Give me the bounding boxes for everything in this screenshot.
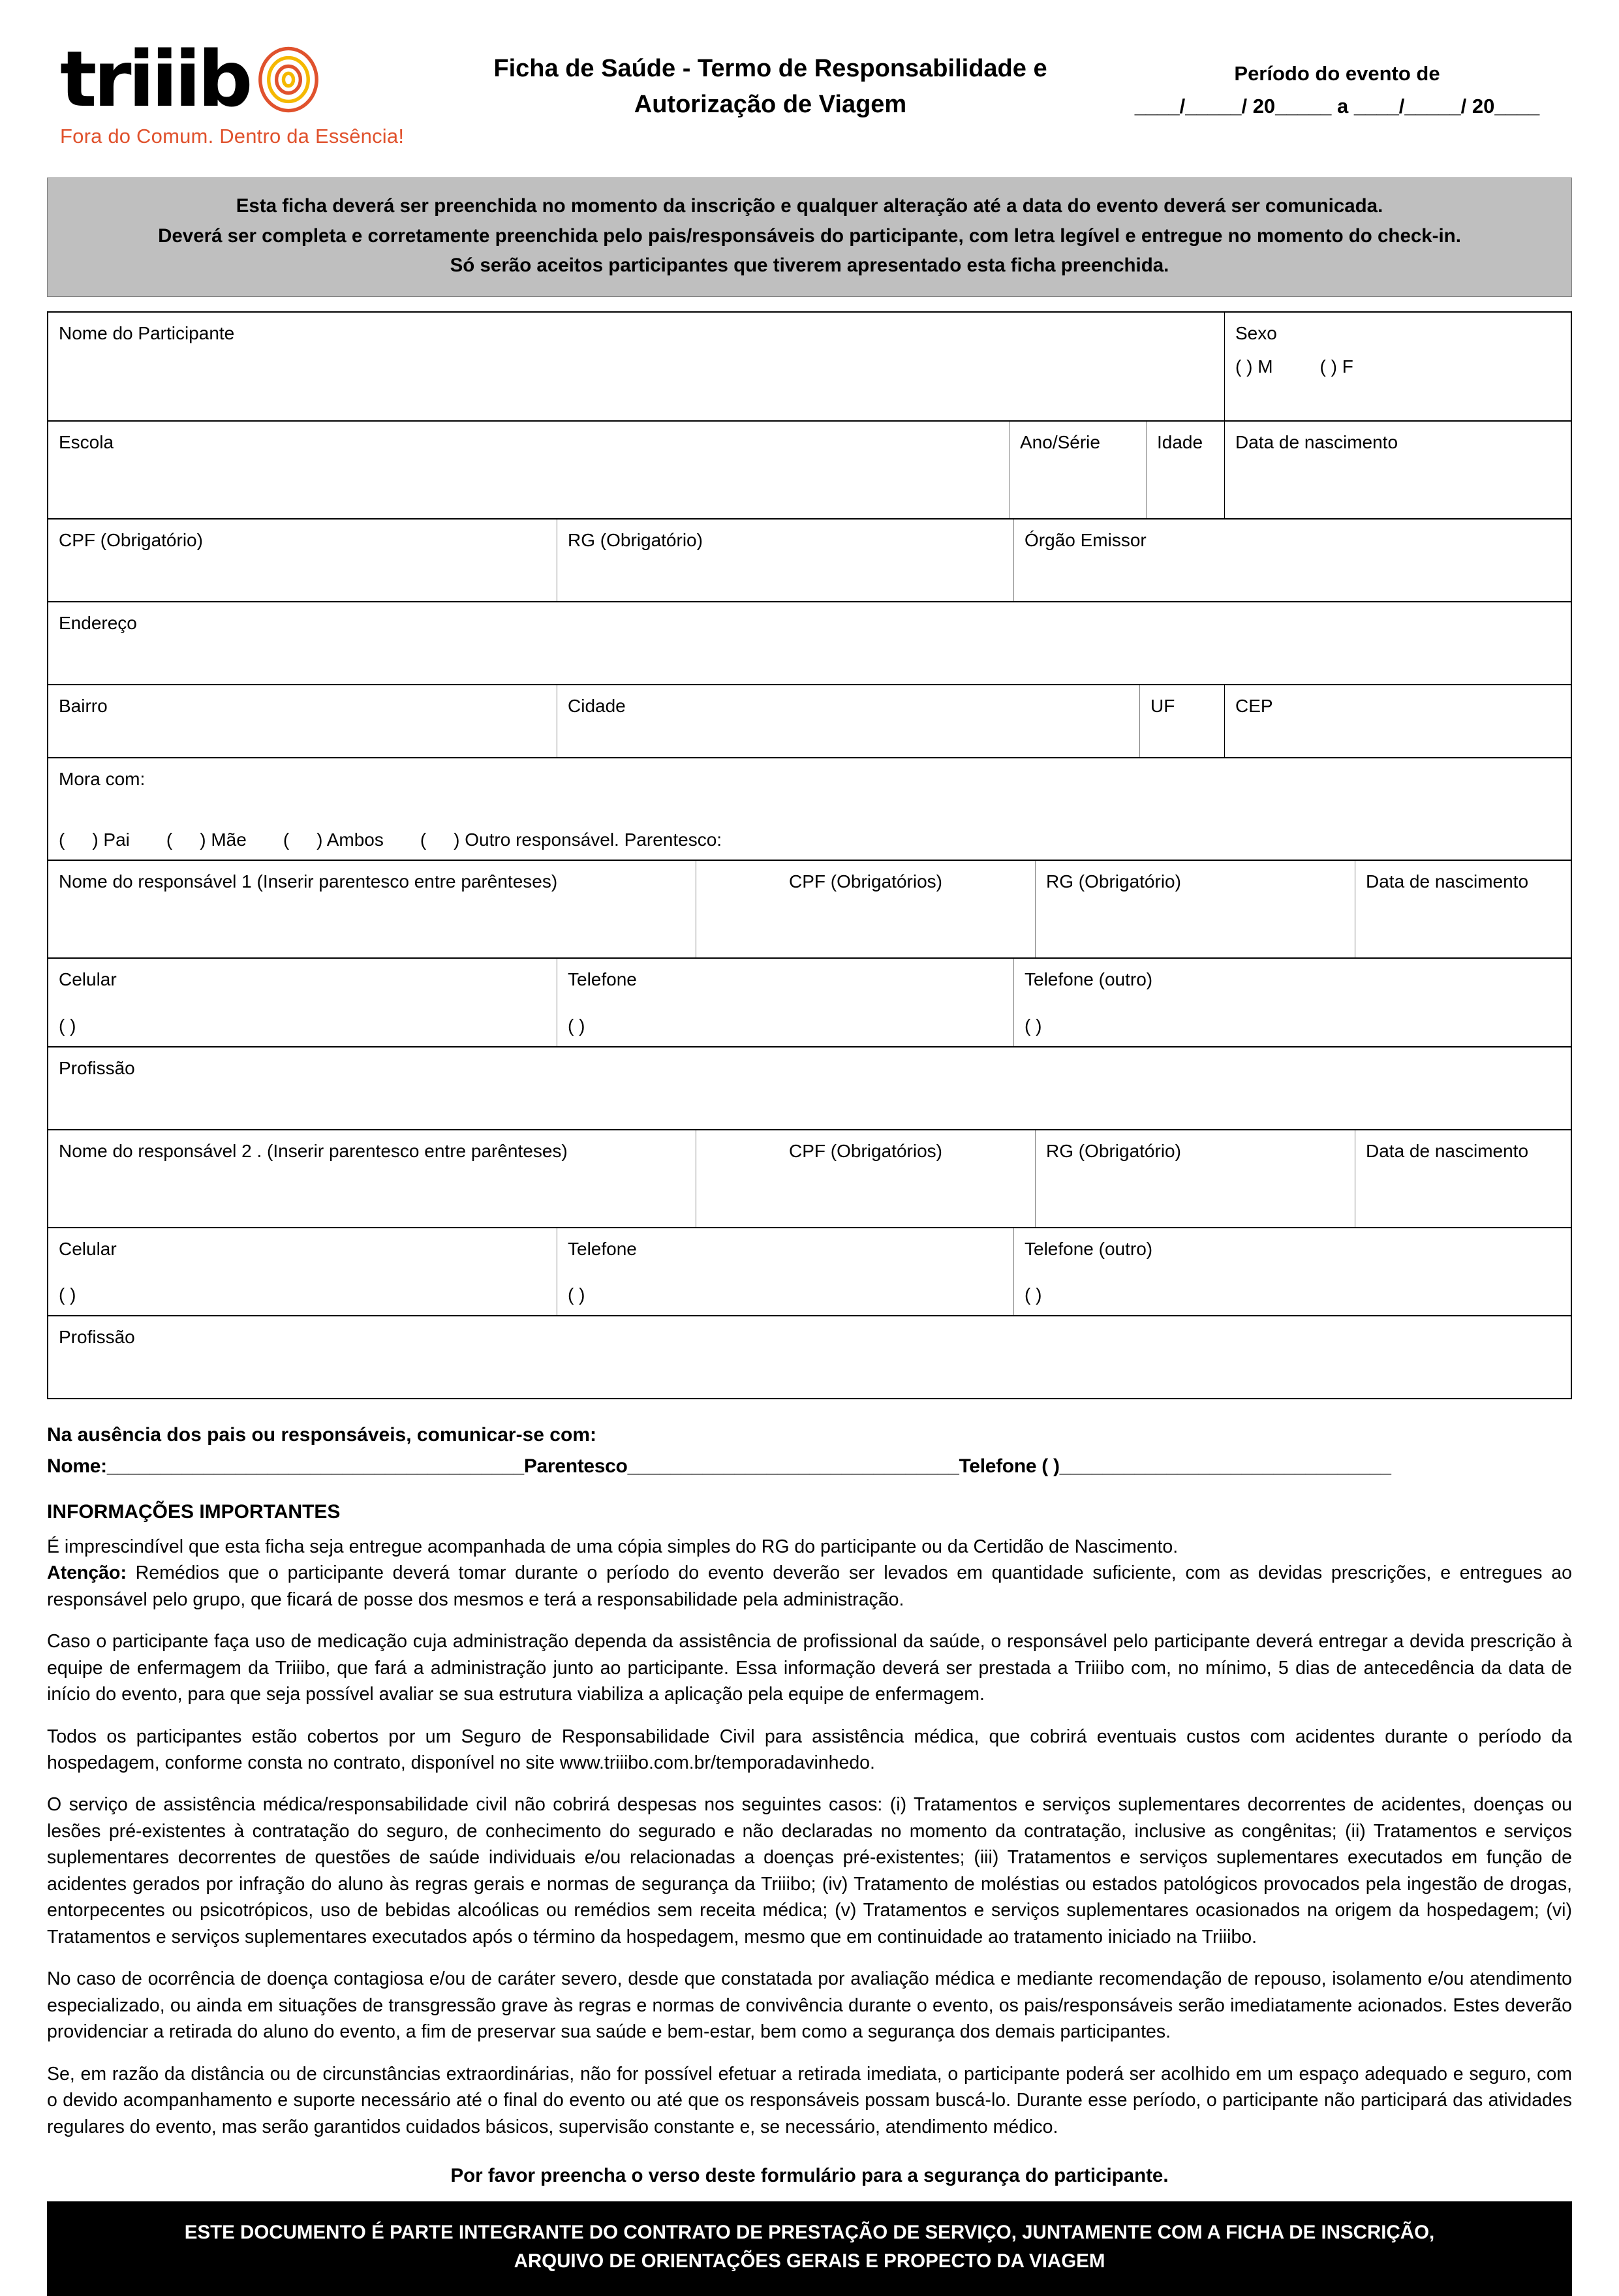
checkbox-sexo-masculino[interactable]: ( ) M <box>1235 356 1273 377</box>
field-bairro[interactable] <box>48 685 557 757</box>
field-escola[interactable] <box>48 422 1010 518</box>
form-row-responsavel-1 <box>48 861 1571 959</box>
label-resp2-cpf: CPF (Obrigatórios) <box>789 1140 942 1161</box>
important-info-heading: INFORMAÇÕES IMPORTANTES <box>47 1500 341 1523</box>
event-period-label: Período do evento de <box>1234 62 1440 85</box>
form-row-bairro-cidade <box>48 685 1571 758</box>
label-resp1-profissao: Profissão <box>59 1057 135 1078</box>
contract-footer-banner <box>47 2201 1572 2296</box>
label-data-nascimento: Data de nascimento <box>1235 432 1398 453</box>
label-ano-serie: Ano/Série <box>1020 432 1100 453</box>
label-resp1-celular: Celular <box>59 969 117 990</box>
page-title-line1: Ficha de Saúde - Termo de Responsabilidade e <box>493 55 1047 82</box>
field-resp1-celular[interactable] <box>48 959 557 1046</box>
label-endereco: Endereço <box>59 613 137 634</box>
field-ano-serie[interactable] <box>1010 422 1147 518</box>
input-resp2-telefone[interactable]: ( ) <box>568 1284 585 1305</box>
label-idade: Idade <box>1157 432 1203 453</box>
label-resp1-telefone: Telefone <box>568 969 637 990</box>
emergency-contact-title: Na ausência dos pais ou responsáveis, comunicar-se com: <box>47 1423 596 1446</box>
triiibo-spiral-icon <box>253 44 324 118</box>
label-uf: UF <box>1150 696 1175 717</box>
field-resp2-telefone[interactable] <box>557 1228 1014 1315</box>
field-mora-com[interactable] <box>48 758 1571 860</box>
field-resp2-rg[interactable] <box>1036 1130 1355 1227</box>
form-row-resp1-profissao <box>48 1047 1571 1130</box>
form-row-nome-sexo <box>48 313 1571 422</box>
label-resp1-data-nascimento: Data de nascimento <box>1366 871 1529 892</box>
field-resp1-telefone[interactable] <box>557 959 1014 1046</box>
info-paragraph-6: No caso de ocorrência de doença contagiosa e/ou de caráter severo, desde que constatada por avaliação médica e mediante recomendação de repouso, isolamento e/ou atendimento especializado, ou ainda em situações de transgressão grave às regras e normas de convivência durante o evento, os pais/responsáveis serão imediatamente acionados. Estes deverão providenciar a retirada do aluno do evento, a fim de preservar sua saúde e bem-estar, bem como a segurança dos demais participantes. <box>47 1968 1572 2043</box>
event-period-fields[interactable]: ____/_____/ 20_____ a ____/_____/ 20____ <box>1134 95 1540 117</box>
field-endereco[interactable] <box>48 602 1571 684</box>
field-resp2-cpf[interactable] <box>696 1130 1036 1227</box>
field-rg[interactable] <box>557 520 1014 601</box>
field-cidade[interactable] <box>557 685 1140 757</box>
logo-wordmark: triiib <box>60 33 250 124</box>
field-resp2-nome[interactable] <box>48 1130 696 1227</box>
label-cpf: CPF (Obrigatório) <box>59 530 203 551</box>
field-resp2-telefone-outro[interactable] <box>1014 1228 1571 1315</box>
contract-footer-line2: ARQUIVO DE ORIENTAÇÕES GERAIS E PROPECTO DA VIAGEM <box>514 2250 1105 2273</box>
label-resp2-rg: RG (Obrigatório) <box>1046 1140 1181 1161</box>
checkbox-mora-mae-open[interactable]: ( <box>166 829 173 850</box>
info-paragraph-4: Todos os participantes estão cobertos por um Seguro de Responsabilidade Civil para assistência médica, que cobrirá eventuais custos com acidentes durante o período da hospedagem, conforme consta no contrato, disponível no site www.triiibo.com.br/temporadavinhedo. <box>47 1726 1572 1773</box>
instructions-line-1: Esta ficha deverá ser preenchida no momento da inscrição e qualquer alteração até a data do evento deverá ser comunicada. <box>236 195 1383 217</box>
form-row-responsavel-2 <box>48 1130 1571 1228</box>
field-resp2-data-nascimento[interactable] <box>1355 1130 1571 1227</box>
input-resp2-celular[interactable]: ( ) <box>59 1284 76 1305</box>
checkbox-mora-outro-open[interactable]: ( <box>420 829 427 850</box>
field-uf[interactable] <box>1140 685 1225 757</box>
emergency-contact-section <box>47 1424 1572 1478</box>
instructions-line-3: Só serão aceitos participantes que tiverem apresentado esta ficha preenchida. <box>450 255 1169 277</box>
field-data-nascimento[interactable] <box>1225 422 1571 518</box>
label-cidade: Cidade <box>568 696 626 717</box>
input-resp2-telefone-outro[interactable]: ( ) <box>1025 1284 1042 1305</box>
field-resp1-telefone-outro[interactable] <box>1014 959 1571 1046</box>
verso-note: Por favor preencha o verso deste formulário para a segurança do participante. <box>450 2165 1169 2187</box>
label-rg: RG (Obrigatório) <box>568 530 703 551</box>
field-sexo[interactable] <box>1225 313 1571 420</box>
label-resp1-nome: Nome do responsável 1 (Inserir parentesco entre parênteses) <box>59 871 558 892</box>
label-resp2-telefone: Telefone <box>568 1238 637 1259</box>
info-paragraph-3: Caso o participante faça uso de medicação cuja administração dependa da assistência de profissional da saúde, o responsável pelo participante deverá entregar a devida prescrição à equipe de enfermagem da Triiibo, que fará a administração junto ao participante. Essa informação deverá ser prestada a Triiibo com, no mínimo, 5 dias de antecedência da data de início do evento, para que seja possível avaliar se sua estrutura viabiliza a aplicação pela equipe de enfermagem. <box>47 1631 1572 1705</box>
field-resp1-profissao[interactable] <box>48 1047 1571 1129</box>
label-resp2-telefone-outro: Telefone (outro) <box>1025 1238 1153 1259</box>
contract-footer-line1: ESTE DOCUMENTO É PARTE INTEGRANTE DO CONTRATO DE PRESTAÇÃO DE SERVIÇO, JUNTAMENTE COM A FICHA DE INSCRIÇÃO, <box>184 2222 1435 2244</box>
form-row-resp1-telefones <box>48 959 1571 1047</box>
info-paragraph-5: O serviço de assistência médica/responsabilidade civil não cobrirá despesas nos seguintes casos: (i) Tratamentos e serviços suplementares decorrentes de acidentes, doenças ou lesões pré-existentes à contratação do seguro, de conhecimento do segurado e não declaradas no momento da contratação, inclusive as congênitas; (ii) Tratamentos e serviços suplementares decorrentes de questões de saúde individuais e/ou relacionadas a doenças pré-existentes; (iii) Tratamentos e serviços suplementares executados em função de acidentes gerados por infração do aluno às regras gerais e normas de segurança da Triiibo; (iv) Tratamento de moléstias ou estados patológicos provocados pela ingestão de drogas, entorpecentes ou psicotrópicos, uso de bebidas alcoólicas ou remédios sem receita médica; (v) Tratamentos e serviços suplementares ocasionados na origem da hospedagem; (vi) Tratamentos e serviços suplementares executados após o término da hospedagem, mesmo que em continuidade ao tratamento iniciado na Triiibo. <box>47 1794 1572 1947</box>
label-resp2-nome: Nome do responsável 2 . (Inserir parentesco entre parênteses) <box>59 1140 568 1161</box>
label-cep: CEP <box>1235 696 1273 717</box>
input-resp1-celular[interactable]: ( ) <box>59 1015 76 1036</box>
field-cep[interactable] <box>1225 685 1571 757</box>
field-nome-participante[interactable] <box>48 313 1225 420</box>
label-orgao-emissor: Órgão Emissor <box>1025 530 1147 551</box>
field-resp1-rg[interactable] <box>1036 861 1355 957</box>
event-period-block <box>1102 39 1572 118</box>
form-row-documentos <box>48 520 1571 602</box>
info-paragraph-1: É imprescindível que esta ficha seja entregue acompanhada de uma cópia simples do RG do participante ou da Certidão de Nascimento. <box>47 1536 1179 1557</box>
instructions-line-2: Deverá ser completa e corretamente preenchida pelo pais/responsáveis do participante, com letra legível e entregue no momento do check-in. <box>158 225 1461 247</box>
field-resp2-celular[interactable] <box>48 1228 557 1315</box>
checkbox-mora-outro[interactable]: ) Outro responsável. Parentesco: <box>454 829 722 850</box>
info-paragraph-2 <box>47 1560 1572 1613</box>
page-title <box>439 39 1102 123</box>
checkbox-mora-pai-open[interactable]: ( <box>59 829 65 850</box>
form-row-mora-com <box>48 758 1571 861</box>
label-resp2-celular: Celular <box>59 1238 117 1259</box>
field-orgao-emissor[interactable] <box>1014 520 1571 601</box>
checkbox-mora-mae[interactable]: ) Mãe <box>200 829 247 850</box>
brand-logo <box>47 33 439 148</box>
document-header <box>47 0 1572 163</box>
label-bairro: Bairro <box>59 696 108 717</box>
instructions-banner <box>47 178 1572 297</box>
label-resp2-data-nascimento: Data de nascimento <box>1366 1140 1529 1161</box>
label-resp1-telefone-outro: Telefone (outro) <box>1025 969 1153 990</box>
label-escola: Escola <box>59 432 114 453</box>
info-paragraph-2-bold: Atenção: <box>47 1562 127 1584</box>
label-nome-participante: Nome do Participante <box>59 323 235 344</box>
field-resp1-cpf[interactable] <box>696 861 1036 957</box>
page-title-line2: Autorização de Viagem <box>634 91 907 119</box>
label-mora-com: Mora com: <box>59 769 146 790</box>
form-row-resp2-telefones <box>48 1228 1571 1316</box>
label-resp2-profissao: Profissão <box>59 1326 135 1347</box>
field-resp1-data-nascimento[interactable] <box>1355 861 1571 957</box>
label-sexo: Sexo <box>1235 323 1277 344</box>
info-paragraph-2-text: Remédios que o participante deverá tomar durante o período do evento deverão ser levados em quantidade suficiente, com as devidas prescrições, e entregues ao responsável pelo grupo, que ficará de posse dos mesmos e terá a responsabilidade pela administração. <box>47 1562 1572 1610</box>
field-resp2-profissao[interactable] <box>48 1316 1571 1398</box>
form-row-escola <box>48 422 1571 520</box>
field-cpf[interactable] <box>48 520 557 601</box>
info-paragraph-7: Se, em razão da distância ou de circunstâncias extraordinárias, não for possível efetuar a retirada imediata, o participante poderá ser acolhido em um espaço adequado e seguro, com o devido acompanhamento e suporte necessário até o final do evento ou até que os responsáveis possam buscá-lo. Durante esse período, o participante não participará das atividades regulares do evento, mas serão garantidos cuidados básicos, supervisão constante e, se necessário, atendimento médico. <box>47 2063 1572 2137</box>
label-resp1-rg: RG (Obrigatório) <box>1046 871 1181 892</box>
checkbox-sexo-feminino[interactable]: ( ) F <box>1319 356 1353 377</box>
checkbox-mora-pai[interactable]: ) Pai <box>92 829 130 850</box>
form-row-resp2-profissao <box>48 1316 1571 1398</box>
logo-tagline: Fora do Comum. Dentro da Essência! <box>60 125 405 147</box>
checkbox-mora-ambos-open[interactable]: ( <box>283 829 290 850</box>
participant-form-table <box>47 311 1572 1399</box>
input-resp1-telefone-outro[interactable]: ( ) <box>1025 1015 1042 1036</box>
label-resp1-cpf: CPF (Obrigatórios) <box>789 871 942 892</box>
form-row-endereco <box>48 602 1571 685</box>
field-resp1-nome[interactable] <box>48 861 696 957</box>
input-resp1-telefone[interactable]: ( ) <box>568 1015 585 1036</box>
emergency-contact-fields[interactable]: Nome:_______________________________________Parentesco_______________________________Telefone ( )_______________________________ <box>47 1455 1391 1477</box>
field-idade[interactable] <box>1147 422 1225 518</box>
checkbox-mora-ambos[interactable]: ) Ambos <box>316 829 384 850</box>
